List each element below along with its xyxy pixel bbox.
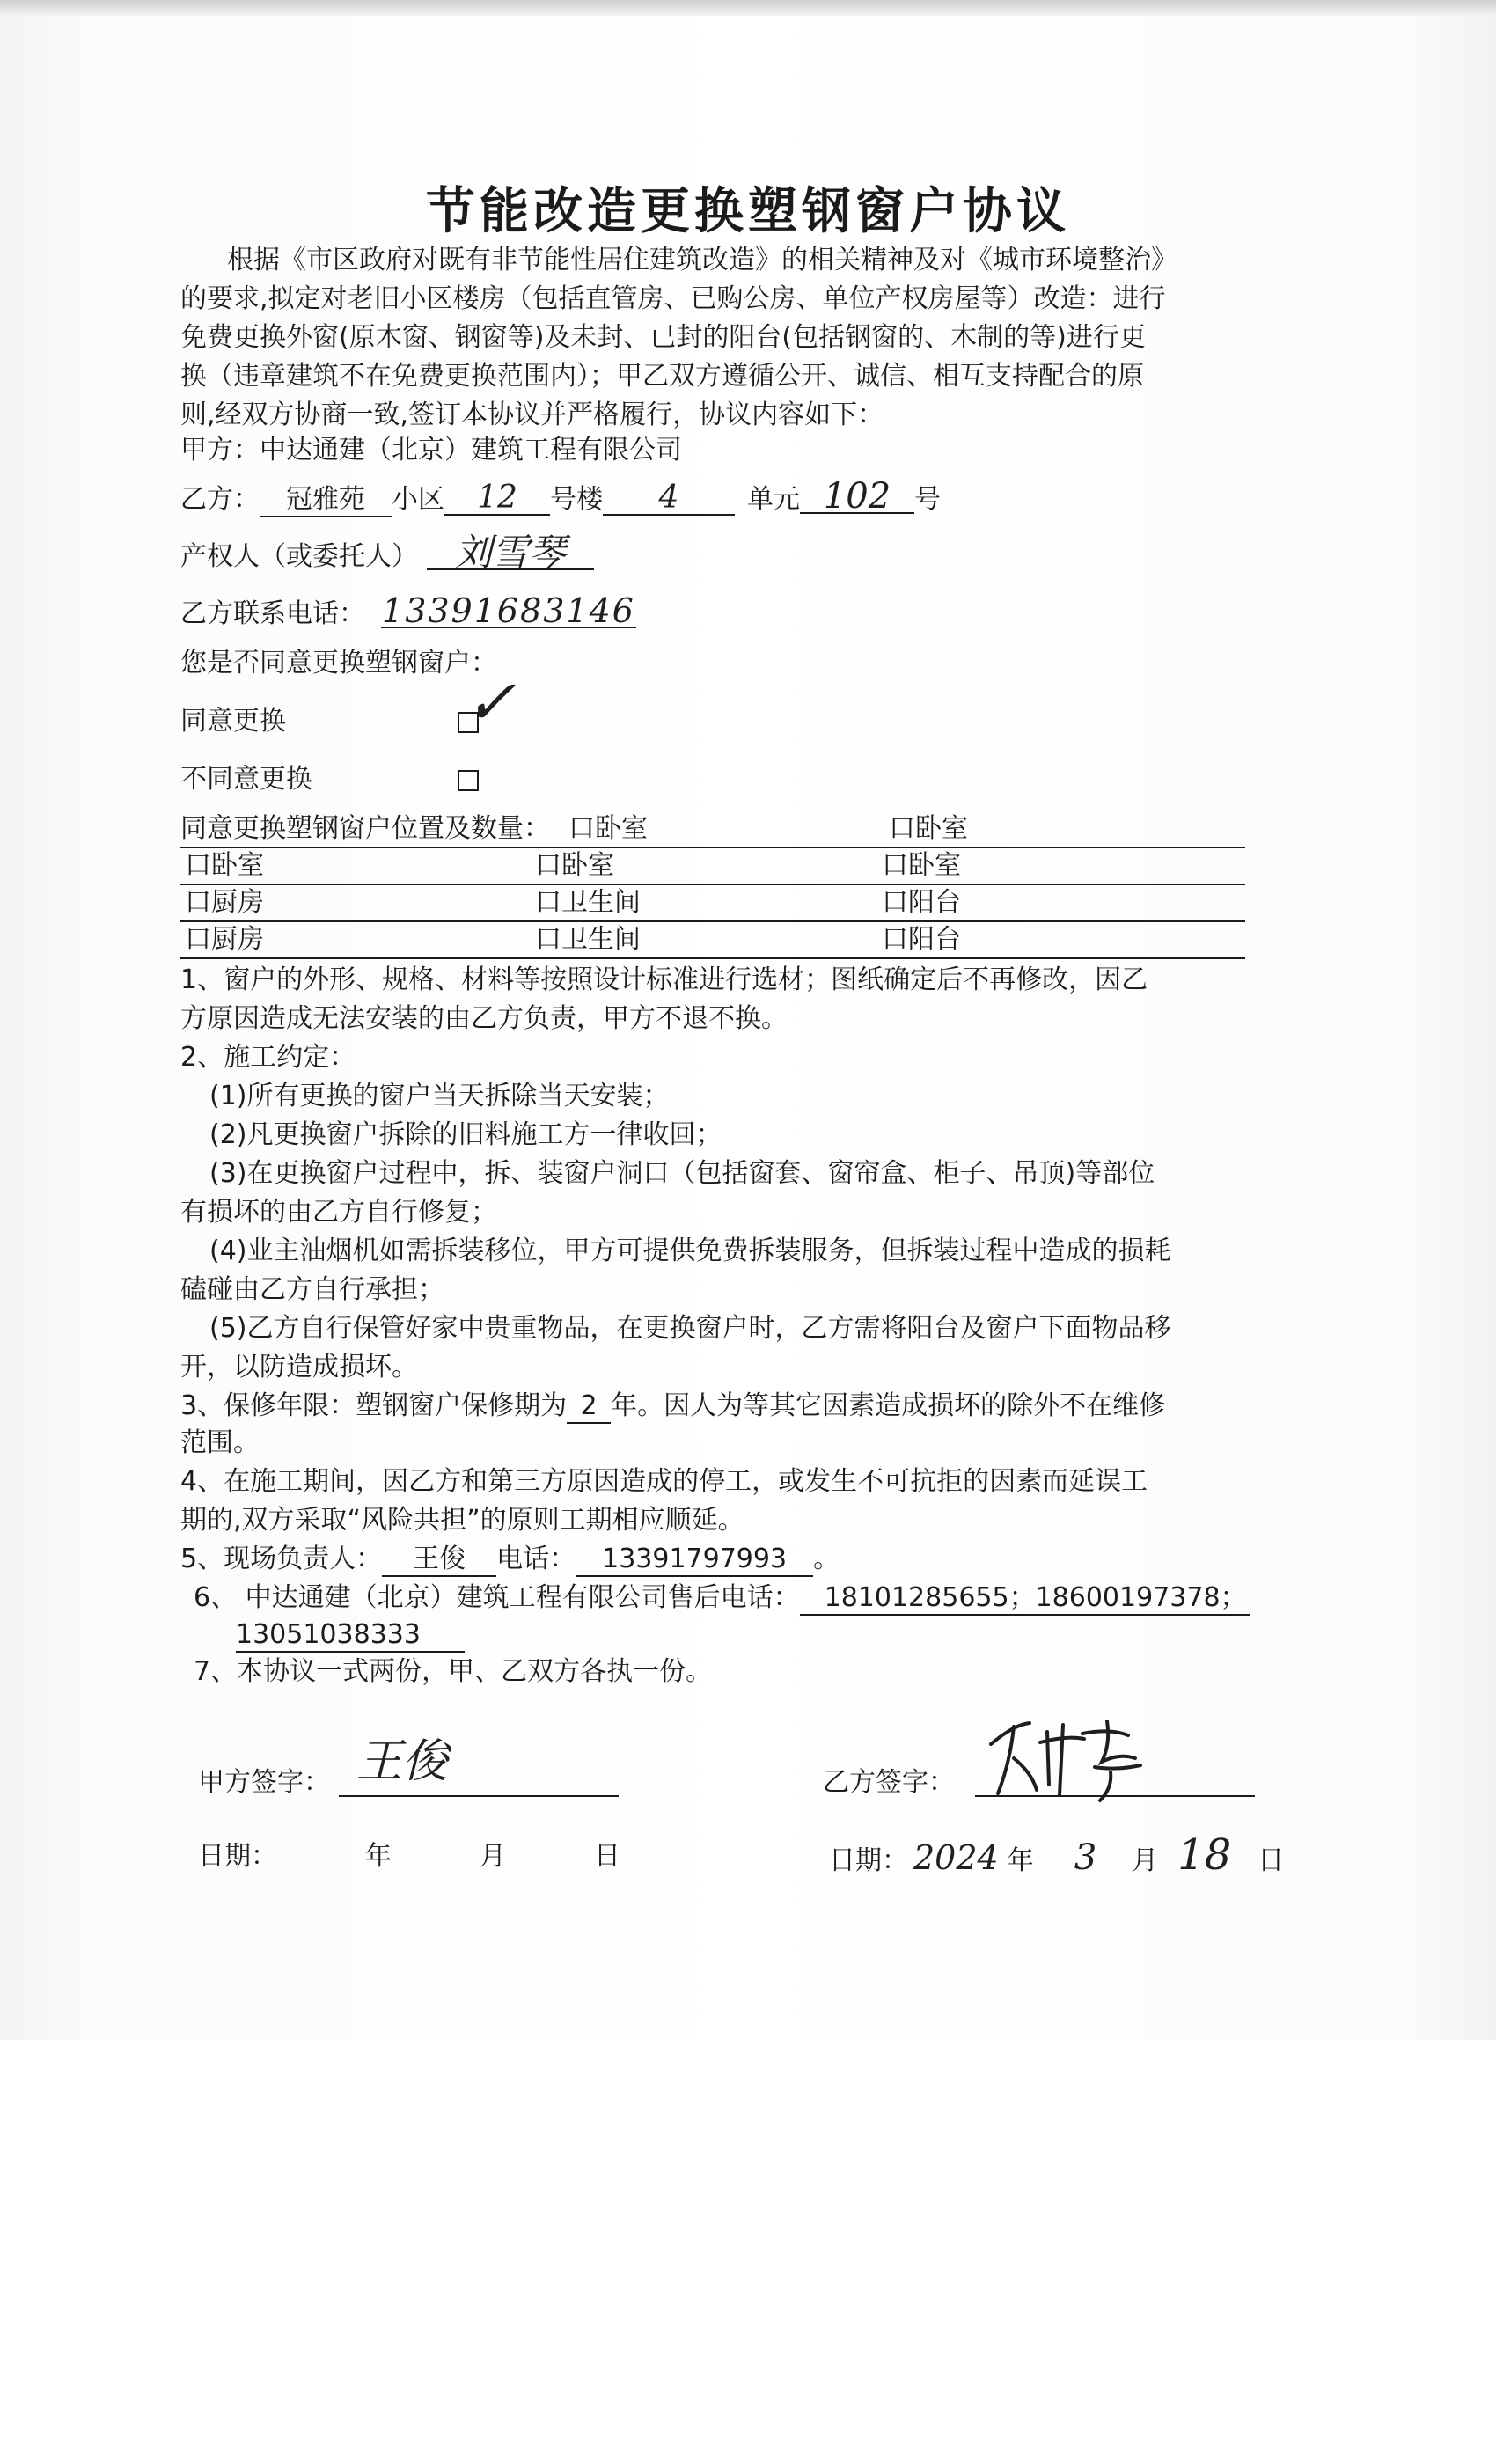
date-b-day-value: 18 (1177, 1830, 1232, 1880)
party-b-signature (979, 1709, 1163, 1806)
clause4-line: 4、在施工期间，因乙方和第三方原因造成的停工，或发生不可抗拒的因素而延误工 (180, 1466, 1148, 1497)
table-rule (180, 847, 1245, 848)
position-cell: 口卧室 (185, 850, 264, 881)
clause4-line: 期的,双方采取“风险共担”的原则工期相应顺延。 (180, 1505, 744, 1536)
date-a (198, 1839, 620, 1874)
table-rule (180, 884, 1245, 885)
clause-line: 2、施工约定： (180, 1042, 356, 1073)
site-manager-end: 。 (813, 1544, 840, 1574)
clause-line: (1)所有更换的窗户当天拆除当天安装； (209, 1081, 670, 1111)
table-rule (180, 920, 1245, 922)
date-a-month: 月 (480, 1841, 506, 1872)
site-manager-line (180, 1542, 840, 1577)
date-a-day: 日 (594, 1841, 620, 1872)
after-sales-line (194, 1580, 1250, 1616)
warranty-line (180, 1389, 1165, 1424)
date-b-month: 月 (1132, 1845, 1159, 1876)
position-cell: 口卧室 (889, 813, 968, 844)
clause7: 7、本协议一式两份，甲、乙双方各执一份。 (194, 1656, 713, 1687)
table-rule (180, 957, 1245, 959)
position-cell: 口厨房 (185, 887, 264, 918)
document-title: 节能改造更换塑钢窗户协议 (426, 183, 1070, 240)
clause-line: 1、窗户的外形、规格、材料等按照设计标准进行选材；图纸确定后不再修改，因乙 (180, 964, 1148, 995)
date-b-label: 日期： (829, 1845, 908, 1876)
intro-line: 免费更换外窗(原木窗、钢窗等)及未封、已封的阳台(包括钢窗的、木制的等)进行更 (180, 322, 1146, 353)
party-a: 甲方：中达通建（北京）建筑工程有限公司 (180, 435, 682, 466)
date-a-label: 日期： (198, 1841, 277, 1872)
position-cell: 口卫生间 (535, 887, 641, 918)
after-sales-prefix: 6、 中达通建（北京）建筑工程有限公司售后电话： (194, 1582, 800, 1613)
clause-line: (4)业主油烟机如需拆装移位，甲方可提供免费拆装服务，但拆装过程中造成的损耗 (209, 1236, 1171, 1266)
clause-line: 磕碰由乙方自行承担； (180, 1274, 444, 1305)
unit-field: 4 (603, 482, 735, 516)
date-a-year: 年 (365, 1841, 392, 1872)
sign-b-line (975, 1795, 1255, 1797)
warranty-years: 2 (567, 1390, 611, 1424)
position-cell: 口阳台 (882, 924, 961, 955)
date-b-day: 日 (1258, 1845, 1285, 1876)
intro-line: 根据《市区政府对既有非节能性居住建筑改造》的相关精神及对《城市环境整治》 (227, 245, 1177, 275)
position-cell: 口阳台 (882, 887, 961, 918)
owner-signature: 刘雪琴 (427, 537, 594, 570)
sign-b-label: 乙方签字： (823, 1767, 955, 1798)
date-b-month-value: 3 (1074, 1837, 1097, 1878)
site-manager-phone-label: 电话： (496, 1544, 576, 1574)
building-suffix: 号楼 (550, 484, 603, 515)
warranty-suffix: 年。因人为等其它因素造成损坏的除外不在维修 (611, 1390, 1166, 1421)
room-field: 102 (800, 480, 914, 514)
agree-label: 同意更换 (180, 706, 286, 737)
check-mark-icon: ✓ (465, 666, 517, 738)
room-suffix: 号 (914, 484, 941, 515)
clause-line: 开，以防造成损坏。 (180, 1352, 418, 1382)
clause-line: (5)乙方自行保管好家中贵重物品，在更换窗户时，乙方需将阳台及窗户下面物品移 (209, 1313, 1171, 1344)
disagree-label: 不同意更换 (180, 764, 312, 795)
owner-label: 产权人（或委托人） (180, 541, 418, 572)
intro-line: 的要求,拟定对老旧小区楼房（包括直管房、已购公房、单位产权房屋等）改造：进行 (180, 283, 1166, 314)
position-cell: 口卧室 (882, 850, 961, 881)
clause-line: (3)在更换窗户过程中，拆、装窗户洞口（包括窗套、窗帘盒、柜子、吊顶)等部位 (209, 1158, 1155, 1189)
consent-question: 您是否同意更换塑钢窗户： (180, 648, 497, 678)
party-b-line (180, 476, 941, 517)
site-manager-name: 王俊 (382, 1544, 496, 1577)
community-field: 冠雅苑 (260, 484, 392, 517)
community-suffix: 小区 (392, 484, 444, 515)
after-sales-phones: 18101285655；18600197378； (800, 1582, 1250, 1616)
sign-a-signature: 王俊 (356, 1735, 449, 1788)
positions-label: 同意更换塑钢窗户位置及数量： (180, 813, 550, 844)
scan-edge (0, 0, 1496, 16)
date-b-year: 年 (1007, 1845, 1034, 1876)
date-b-year-value: 2024 (913, 1838, 999, 1877)
clause-line: 方原因造成无法安装的由乙方负责，甲方不退不换。 (180, 1003, 788, 1034)
clause-line: (2)凡更换窗户拆除的旧料施工方一律收回； (209, 1119, 722, 1150)
intro-line: 则,经双方协商一致,签订本协议并严格履行，协议内容如下： (180, 400, 884, 430)
position-cell: 口卧室 (568, 813, 648, 844)
date-b (829, 1830, 1285, 1880)
party-b-label: 乙方： (180, 484, 260, 515)
warranty-prefix: 3、保修年限：塑钢窗户保修期为 (180, 1390, 568, 1421)
position-cell: 口卫生间 (535, 924, 641, 955)
owner-line (180, 531, 594, 575)
warranty-line2: 范围。 (180, 1427, 260, 1458)
intro-line: 换（违章建筑不在免费更换范围内）；甲乙双方遵循公开、诚信、相互支持配合的原 (180, 361, 1144, 392)
sign-a-line (339, 1795, 619, 1797)
disagree-checkbox (458, 762, 479, 797)
site-manager-phone: 13391797993 (576, 1544, 813, 1577)
position-cell: 口卧室 (535, 850, 614, 881)
site-manager-prefix: 5、现场负责人： (180, 1544, 383, 1574)
clause-line: 有损坏的由乙方自行修复； (180, 1197, 497, 1228)
unit-suffix: 单元 (747, 484, 800, 515)
phone-line (180, 591, 636, 632)
position-cell: 口厨房 (185, 924, 264, 955)
sign-a-label: 甲方签字： (198, 1767, 330, 1798)
phone-label: 乙方联系电话： (180, 598, 365, 629)
building-field: 12 (444, 482, 550, 516)
after-sales-line2 (236, 1617, 465, 1653)
after-sales-phones-2: 13051038333 (236, 1619, 465, 1653)
phone-value: 13391683146 (382, 591, 635, 630)
